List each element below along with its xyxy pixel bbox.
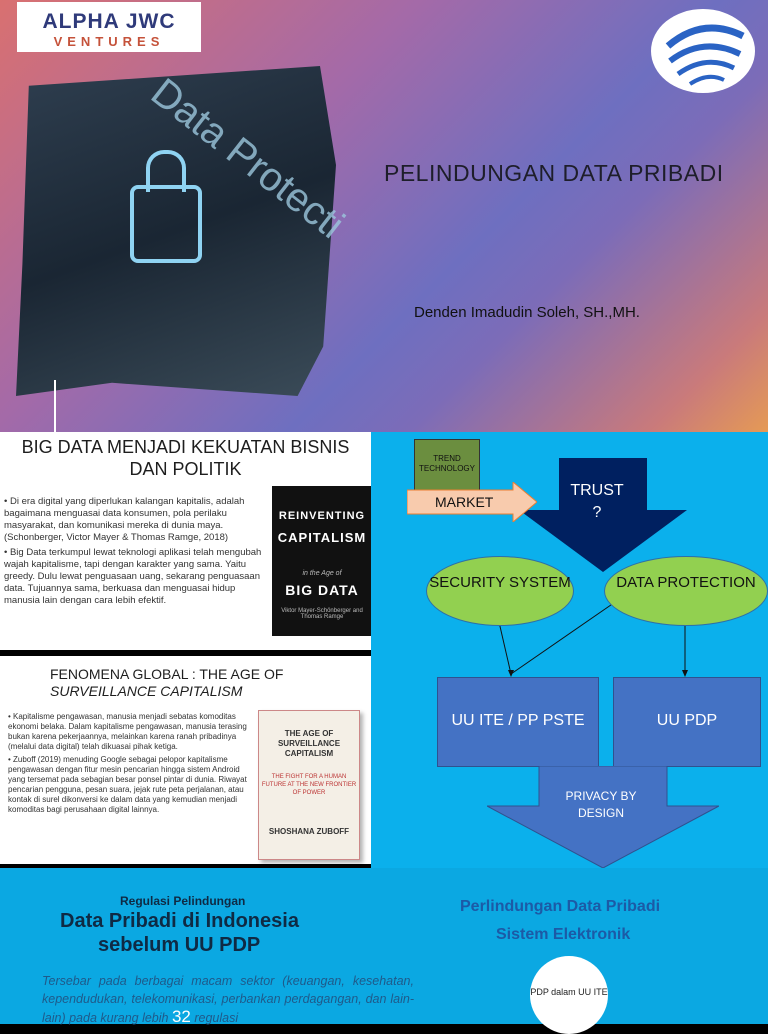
regulation-count: 32: [171, 1007, 191, 1026]
lock-icon: [130, 185, 202, 263]
heading-line: BIG DATA MENJADI KEKUATAN BISNIS: [21, 437, 350, 457]
book-cover: [272, 486, 372, 636]
body-text: Tersebar pada berbagai macam sektor (keuangan, kesehatan, kependudukan, telekomunikasi, perbankan perdagangan, dan lain-lain) pada kurang lebih: [42, 974, 414, 1025]
book-title: THE AGE OF SURVEILLANCE CAPITALISM: [277, 729, 341, 758]
kominfo-logo-icon: [648, 6, 758, 96]
book-subtitle: THE FIGHT FOR A HUMAN FUTURE AT THE NEW FRONTIER OF POWER: [261, 774, 357, 796]
heading-line: SURVEILLANCE CAPITALISM: [50, 683, 243, 699]
title-slide: [0, 0, 768, 432]
book-author: SHOSHANA ZUBOFF: [268, 827, 350, 836]
slide-body: [42, 972, 414, 1027]
alpha-jwc-logo: [17, 2, 201, 52]
pdp-uu-ite-circle: [530, 956, 608, 1034]
bullet-item: • Kapitalisme pengawasan, manusia menjadi sebatas komoditas ekonomi belaka. Dalam kapitalisme pengawasan, manusia terasing bukan karena pekerjaannya, melainkan karena ranah pribadinya (melalui data digital) telah dikuasai pihak ketiga.: [8, 712, 247, 751]
privacy-label: PRIVACY BY DESIGN: [565, 789, 637, 820]
electronic-system-slide: [420, 868, 768, 1024]
uu-pdp-box: [613, 677, 761, 767]
bullet-item: • Big Data terkumpul lewat teknologi aplikasi telah mengubah wajah kapitalisme, tapi dengan karakter yang sama. Yaitu greedy. Dulu lewat penguasaan uang, sekarang penguasaan data. Tujuannya sama, berkuasa dan menguasai hidup manusia lain dengan cara lebih efektif.: [4, 547, 262, 606]
uu-ite-box: [437, 677, 599, 767]
slide-body: [8, 712, 258, 818]
slide-heading: [0, 436, 371, 480]
data-protection-label: DATA PROTECTION: [616, 574, 756, 591]
bullet-item: • Zuboff (2019) menuding Google sebagai pelopor kapitalisme pengawasan dengan fitur mesin pencarian hingga sistem Android yang tersemat pada sebagian besar ponsel pintar di dunia. Riwayat pencarian pengguna, pesan suara, jejak rute peta perjalanan, atau kontak di surel dikonversi ke dalam data yang kemudian menjadi komoditas bagi perusahaan digital lainnya.: [8, 755, 247, 814]
book-title-line: REINVENTING: [278, 510, 366, 522]
slide-body: [4, 496, 266, 610]
book-title-line: CAPITALISM: [277, 530, 367, 545]
market-label: MARKET: [435, 494, 494, 510]
diagram-slide: [371, 432, 768, 868]
trust-label: TRUST ?: [570, 482, 624, 521]
trend-label: TREND TECHNOLOGY: [418, 454, 475, 473]
slide-subtitle: Regulasi Pelindungan: [120, 894, 246, 908]
surveillance-slide: [0, 656, 371, 864]
book-title-line: BIG DATA: [285, 582, 359, 598]
security-system-ellipse: [426, 556, 574, 626]
body-text: regulasi: [190, 1011, 239, 1025]
book-authors: Viktor Mayer-Schönberger and Thomas Ramge: [281, 608, 363, 620]
slide-title-line: sebelum UU PDP: [98, 934, 261, 956]
security-label: SECURITY SYSTEM: [429, 574, 571, 591]
slide-title-line: Data Pribadi di Indonesia: [60, 910, 299, 932]
divider-line: [54, 380, 56, 432]
uu-ite-label: UU ITE / PP PSTE: [451, 712, 585, 729]
data-protection-ellipse: [604, 556, 768, 626]
author-name: Denden Imadudin Soleh, SH.,MH.: [414, 304, 640, 321]
heading-line: DAN POLITIK: [129, 459, 242, 479]
bullet-item: • Di era digital yang diperlukan kalangan kapitalis, adalah bagaimana menguasai data konsumen, pola perilaku masyarakat, dan komunikasi mereka di dunia maya. (Schonberger, Victor Mayer & Thomas Ramge, 2018): [4, 496, 245, 543]
heading-line: FENOMENA GLOBAL : THE AGE OF: [50, 666, 284, 682]
regulation-slide: [0, 868, 420, 1024]
big-data-slide: [0, 432, 371, 650]
slide-title-line: Sistem Elektronik: [496, 926, 631, 943]
presentation-title: PELINDUNGAN DATA PRIBADI: [384, 160, 724, 186]
book-title-line: in the Age of: [302, 570, 342, 577]
uu-pdp-label: UU PDP: [656, 712, 718, 729]
book-cover: [258, 710, 360, 860]
photo-caption-text: Data Protecti: [142, 70, 353, 248]
logo-main-text: ALPHA JWC: [42, 10, 176, 33]
slide-heading: [50, 666, 350, 700]
logo-sub-text: VENTURES: [53, 34, 165, 49]
circle-label: PDP dalam UU ITE: [530, 987, 608, 997]
slide-title-line: Perlindungan Data Pribadi: [460, 898, 661, 915]
